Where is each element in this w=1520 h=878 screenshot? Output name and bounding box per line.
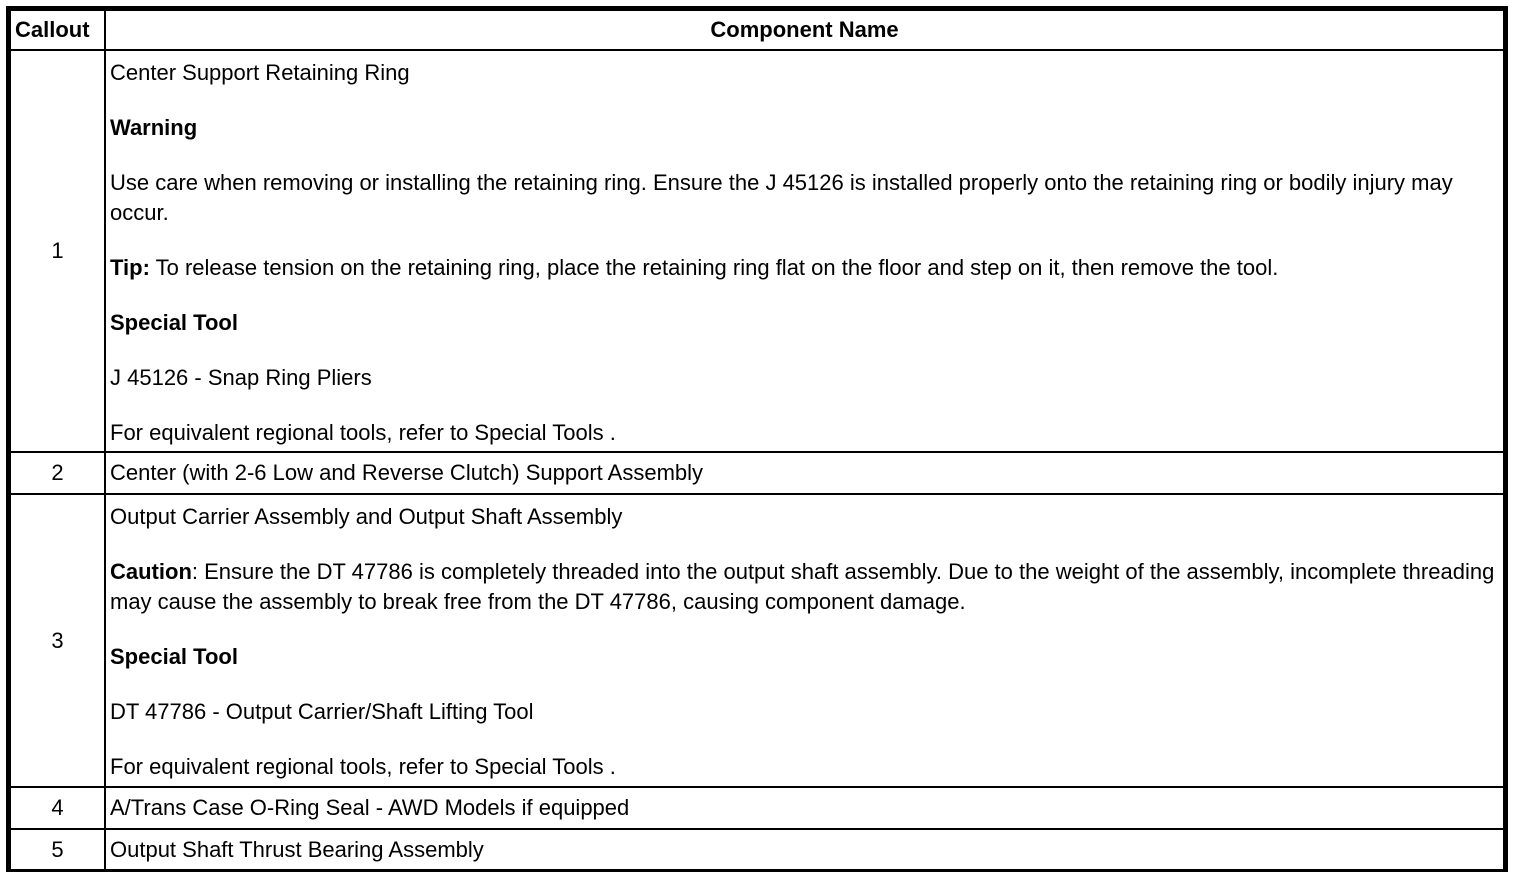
component-title: A/Trans Case O-Ring Seal - AWD Models if equipped <box>105 787 1504 829</box>
component-cell <box>105 494 1504 787</box>
caution-label: Caution <box>110 559 192 584</box>
header-component-name: Component Name <box>105 10 1504 50</box>
equivalent-tools-note: For equivalent regional tools, refer to Special Tools . <box>110 420 616 445</box>
header-callout: Callout <box>10 10 105 50</box>
component-title: Output Shaft Thrust Bearing Assembly <box>105 829 1504 871</box>
component-title: Center Support Retaining Ring <box>110 60 410 85</box>
tip-paragraph <box>110 253 1495 283</box>
caution-text: : Ensure the DT 47786 is completely threaded into the output shaft assembly. Due to the weight of the assembly, incomplete threading may cause the assembly to break free from the DT 47786, causing component damage. <box>110 559 1495 614</box>
component-title: Center (with 2-6 Low and Reverse Clutch) Support Assembly <box>105 452 1504 494</box>
tip-label: Tip: <box>110 255 150 280</box>
component-cell <box>105 50 1504 452</box>
special-tool-name: DT 47786 - Output Carrier/Shaft Lifting Tool <box>110 699 534 724</box>
warning-text: Use care when removing or installing the retaining ring. Ensure the J 45126 is installed properly onto the retaining ring or bodily injury may occur. <box>110 170 1453 225</box>
callout-number: 4 <box>10 787 105 829</box>
special-tool-label: Special Tool <box>110 644 238 669</box>
callout-number: 5 <box>10 829 105 871</box>
component-title: Output Carrier Assembly and Output Shaft Assembly <box>110 504 623 529</box>
table-row <box>10 829 1504 871</box>
callout-number: 2 <box>10 452 105 494</box>
header-row <box>10 10 1504 50</box>
callout-number: 1 <box>10 50 105 452</box>
special-tool-label: Special Tool <box>110 310 238 335</box>
table-row <box>10 494 1504 787</box>
callout-number: 3 <box>10 494 105 787</box>
tip-text: To release tension on the retaining ring, place the retaining ring flat on the floor and step on it, then remove the tool. <box>149 255 1279 280</box>
caution-paragraph <box>110 557 1495 617</box>
component-table <box>6 6 1508 872</box>
table-row <box>10 787 1504 829</box>
table-row <box>10 50 1504 452</box>
special-tool-name: J 45126 - Snap Ring Pliers <box>110 365 372 390</box>
equivalent-tools-note: For equivalent regional tools, refer to Special Tools . <box>110 754 616 779</box>
warning-label: Warning <box>110 115 198 140</box>
table-row <box>10 452 1504 494</box>
callout-table <box>9 9 1505 872</box>
